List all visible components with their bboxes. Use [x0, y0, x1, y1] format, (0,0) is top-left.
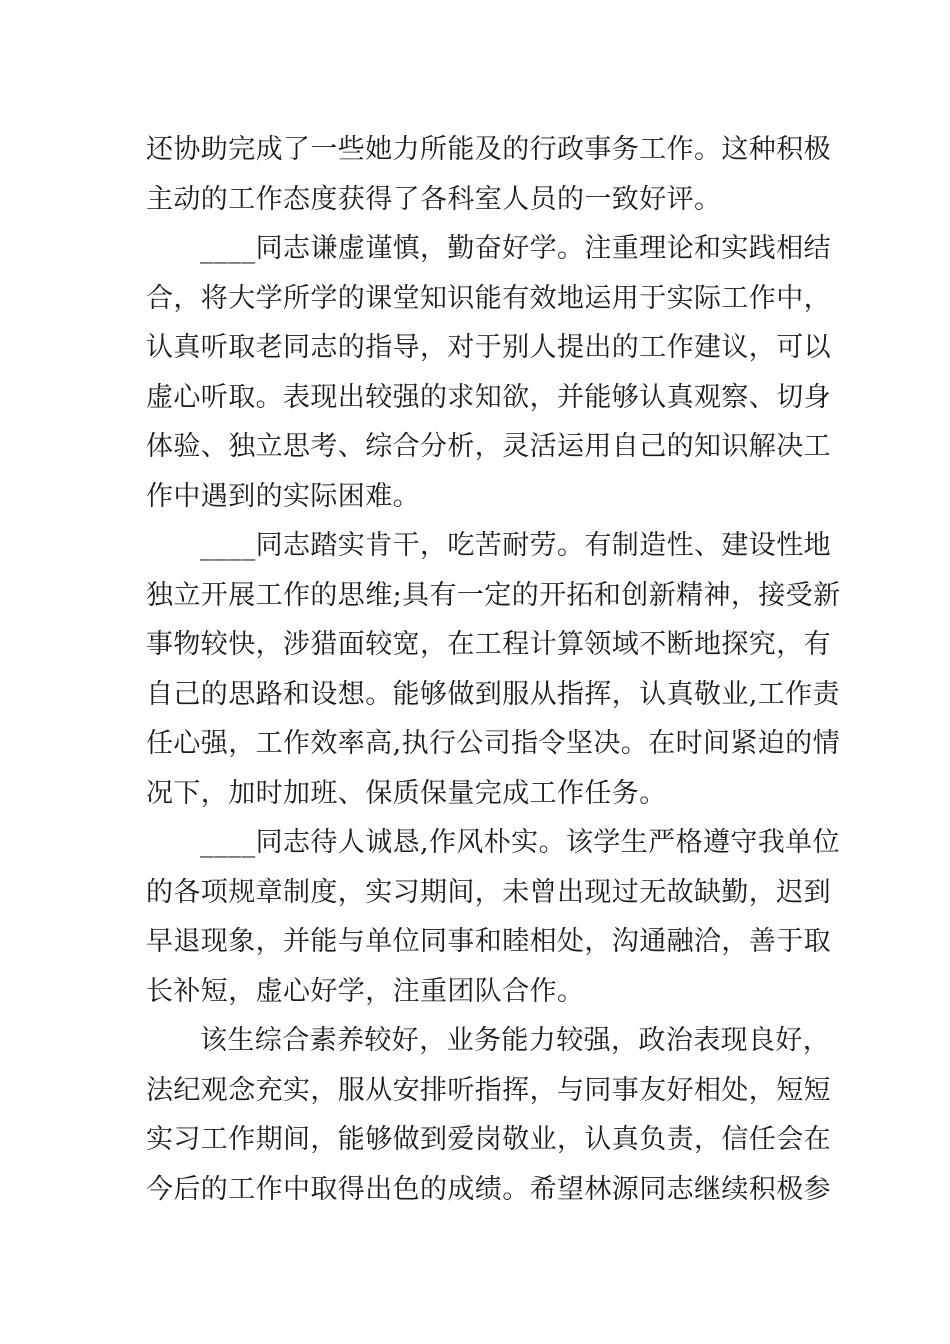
text-line: 主动的工作态度获得了各科室人员的一致好评。 [146, 183, 722, 215]
text-line: 今后的工作中取得出色的成绩。希望林源同志继续积极参 [146, 1173, 831, 1205]
text-line: 虚心听取。表现出较强的求知欲，并能够认真观察、切身 [146, 381, 831, 413]
text-line: 实习工作期间，能够做到爱岗敬业，认真负责，信任会在 [146, 1124, 831, 1155]
paragraph-start-line: ____同志踏实肯干，吃苦耐劳。有制造性、建设性地 [200, 530, 831, 561]
text-line: 早退现象，并能与单位同事和睦相处，沟通融洽，善于取 [146, 926, 831, 957]
text-line: 合，将大学所学的课堂知识能有效地运用于实际工作中， [146, 282, 831, 314]
text-line: 认真听取老同志的指导，对于别人提出的工作建议，可以 [146, 332, 831, 363]
text-line: 任心强，工作效率高,执行公司指令坚决。在时间紧迫的情 [146, 728, 840, 759]
paragraph-start-line: ____同志待人诚恳,作风朴实。该学生严格遵守我单位 [200, 827, 840, 858]
text-line: 的各项规章制度，实习期间，未曾出现过无故缺勤，迟到 [146, 876, 831, 908]
text-line: 还协助完成了一些她力所能及的行政事务工作。这种积极 [146, 134, 831, 165]
paragraph-start-line: 该生综合素养较好，业务能力较强，政治表现良好， [200, 1025, 831, 1056]
text-line: 况下，加时加班、保质保量完成工作任务。 [146, 777, 667, 809]
text-line: 体验、独立思考、综合分析，灵活运用自己的知识解决工 [146, 431, 831, 462]
text-line: 长补短，虚心好学，注重团队合作。 [146, 975, 585, 1007]
text-line: 自己的思路和设想。能够做到服从指挥，认真敬业,工作责 [146, 678, 840, 710]
text-line: 独立开展工作的思维;具有一定的开拓和创新精神，接受新 [146, 579, 841, 611]
text-line: 事物较快，涉猎面较宽，在工程计算领域不断地探究，有 [146, 629, 831, 660]
paragraph-start-line: ____同志谦虚谨慎，勤奋好学。注重理论和实践相结 [200, 233, 831, 264]
text-line: 法纪观念充实，服从安排听指挥，与同事友好相处，短短 [146, 1074, 831, 1106]
body-text [146, 125, 841, 1214]
text-line: 作中遇到的实际困难。 [146, 480, 420, 512]
